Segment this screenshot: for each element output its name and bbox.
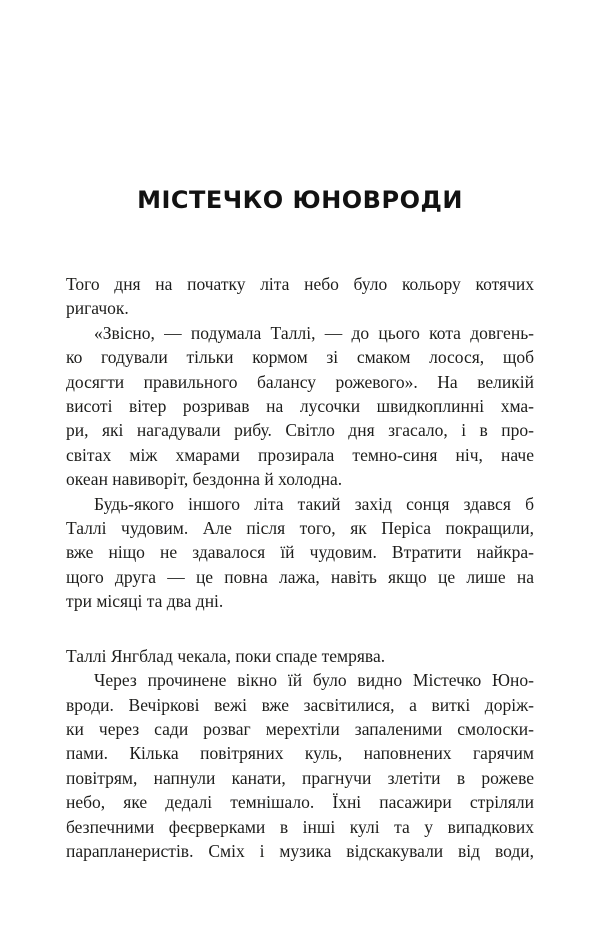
paragraph — [66, 668, 534, 863]
text-line: ко годували тільки кормом зі смаком лосося, щоб — [66, 347, 534, 368]
text-line: ригачок. — [66, 298, 129, 319]
text-line: три місяці та два дні. — [66, 591, 224, 612]
text-line: Таллі Янгблад чекала, поки спаде темрява. — [66, 645, 386, 666]
text-line: вже ніщо не здавалося їй чудовим. Втратити найкра- — [66, 542, 534, 563]
text-line: безпечними феєрверками в інші кулі та у випадкових — [66, 816, 534, 837]
text-line: «Звісно, — подумала Таллі, — до цього кота довгень- — [94, 322, 534, 343]
paragraph — [66, 492, 534, 614]
body-text — [66, 272, 534, 863]
text-line: ки через сади розваг мерехтіли запаленими смолоски- — [66, 718, 534, 739]
text-line: парапланеристів. Сміх і музика відскакували від води, — [66, 840, 534, 861]
text-line: висоті вітер розривав на лусочки швидкоплинні хма- — [66, 396, 534, 417]
section — [66, 644, 534, 864]
text-line: небо, яке дедалі темнішало. Їхні пасажири стріляли — [66, 792, 534, 813]
text-line: Таллі чудовим. Але після того, як Періса покращили, — [66, 518, 534, 539]
paragraph — [66, 644, 534, 668]
chapter-title: МІСТЕЧКО ЮНОВРОДИ — [137, 186, 463, 215]
text-line: повітрям, напнули канати, прагнучи злетіти в рожеве — [66, 767, 534, 788]
paragraph — [66, 272, 534, 321]
text-line: ри, які нагадували рибу. Світло дня згасало, і в про- — [66, 420, 534, 441]
text-line: пами. Кілька повітряних куль, наповнених гарячим — [66, 743, 534, 764]
text-line: Будь-якого іншого літа такий захід сонця здався б — [94, 493, 534, 514]
text-line: океан навиворіт, бездонна й холодна. — [66, 469, 343, 490]
text-line: Того дня на початку літа небо було кольору котячих — [66, 274, 534, 294]
section — [66, 272, 534, 614]
text-line: вроди. Вечіркові вежі вже засвітилися, а виткі доріж- — [66, 694, 534, 715]
text-line: Через прочинене вікно їй було видно Містечко Юно- — [94, 670, 534, 691]
text-line: щого друга — це повна лажа, навіть якщо це лише на — [66, 566, 534, 587]
text-line: досягти правильного балансу рожевого». На великій — [66, 371, 534, 392]
text-line: світах між хмарами прозирала темно-синя ніч, наче — [66, 444, 534, 465]
paragraph — [66, 321, 534, 492]
